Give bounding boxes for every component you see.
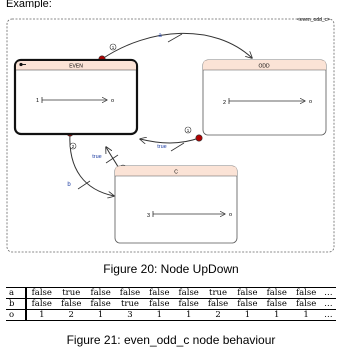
state-label-c: C [174, 169, 178, 176]
row-head: a [6, 288, 26, 299]
row-head: o [6, 310, 26, 321]
figure-20-caption: Figure 20: Node UpDown [103, 262, 239, 276]
svg-text:o: o [229, 212, 233, 218]
table-cell: 1 [303, 310, 309, 320]
table-cell: 1 [39, 310, 45, 320]
guard-slash [171, 143, 184, 151]
state-label-even: EVEN [69, 63, 83, 70]
guard-label-b: b [67, 182, 71, 188]
table-cell: false [295, 299, 317, 309]
table-row [6, 299, 336, 310]
table-cell: 1 [244, 310, 251, 320]
guard-label-true: true [157, 144, 167, 150]
node-name: <even_odd_c> [296, 17, 330, 23]
state-odd [203, 60, 326, 135]
behaviour-table [6, 287, 336, 321]
table-cell: false [90, 299, 111, 309]
table-cell: 1 [274, 310, 280, 320]
transition-odd-to-even [140, 138, 199, 143]
table-cell: 1 [156, 310, 163, 320]
inner-value-c: 3 [146, 213, 150, 219]
priority-label: 2 [71, 143, 75, 149]
table-cell: 2 [215, 310, 221, 320]
inner-value-odd: 2 [222, 100, 226, 106]
table-cell: false [31, 288, 52, 298]
transition-dot [196, 135, 202, 141]
table-cell: false [178, 299, 199, 309]
table-cell: false [149, 299, 170, 309]
table-cell: false [207, 299, 229, 309]
table-cell: true [120, 299, 139, 309]
initial-state-icon [19, 63, 22, 66]
table-cell: false [31, 299, 52, 309]
intro-text: Example: [6, 0, 52, 8]
guard-slash [168, 34, 182, 42]
state-c [115, 166, 237, 243]
svg-text:o: o [309, 99, 313, 105]
table-cell: … [324, 288, 333, 298]
transition-even-to-c [70, 133, 114, 196]
table-cell: false [237, 288, 258, 298]
table-cell: 1 [97, 310, 104, 320]
table-cell: false [178, 288, 199, 298]
table-cell: 1 [185, 310, 192, 320]
guard-label-a: a [158, 33, 162, 39]
table-cell: false [266, 299, 287, 309]
table-cell: false [61, 299, 82, 309]
table-cell: false [119, 288, 141, 298]
table-row [6, 288, 336, 299]
table-cell: … [324, 299, 333, 309]
table-cell: false [237, 299, 258, 309]
guard-label-true: true [92, 154, 102, 160]
state-label-odd: ODD [258, 63, 270, 70]
table-cell: 2 [68, 310, 74, 320]
table-cell: 3 [127, 310, 133, 320]
inner-value-even: 1 [35, 98, 39, 104]
figure-21-caption: Figure 21: even_odd_c node behaviour [66, 333, 276, 347]
table-cell: true [209, 288, 228, 298]
table-cell: false [266, 288, 287, 298]
table-cell: false [149, 288, 170, 298]
state-even [15, 60, 137, 134]
row-head: b [6, 299, 26, 310]
table-cell: true [62, 288, 81, 298]
priority-label: 1 [186, 127, 190, 133]
priority-label: 1 [111, 44, 115, 50]
table-cell: false [90, 288, 111, 298]
table-row [6, 310, 336, 321]
table-cell: false [295, 288, 317, 298]
svg-text:o: o [111, 98, 115, 104]
table-cell: … [324, 310, 333, 320]
